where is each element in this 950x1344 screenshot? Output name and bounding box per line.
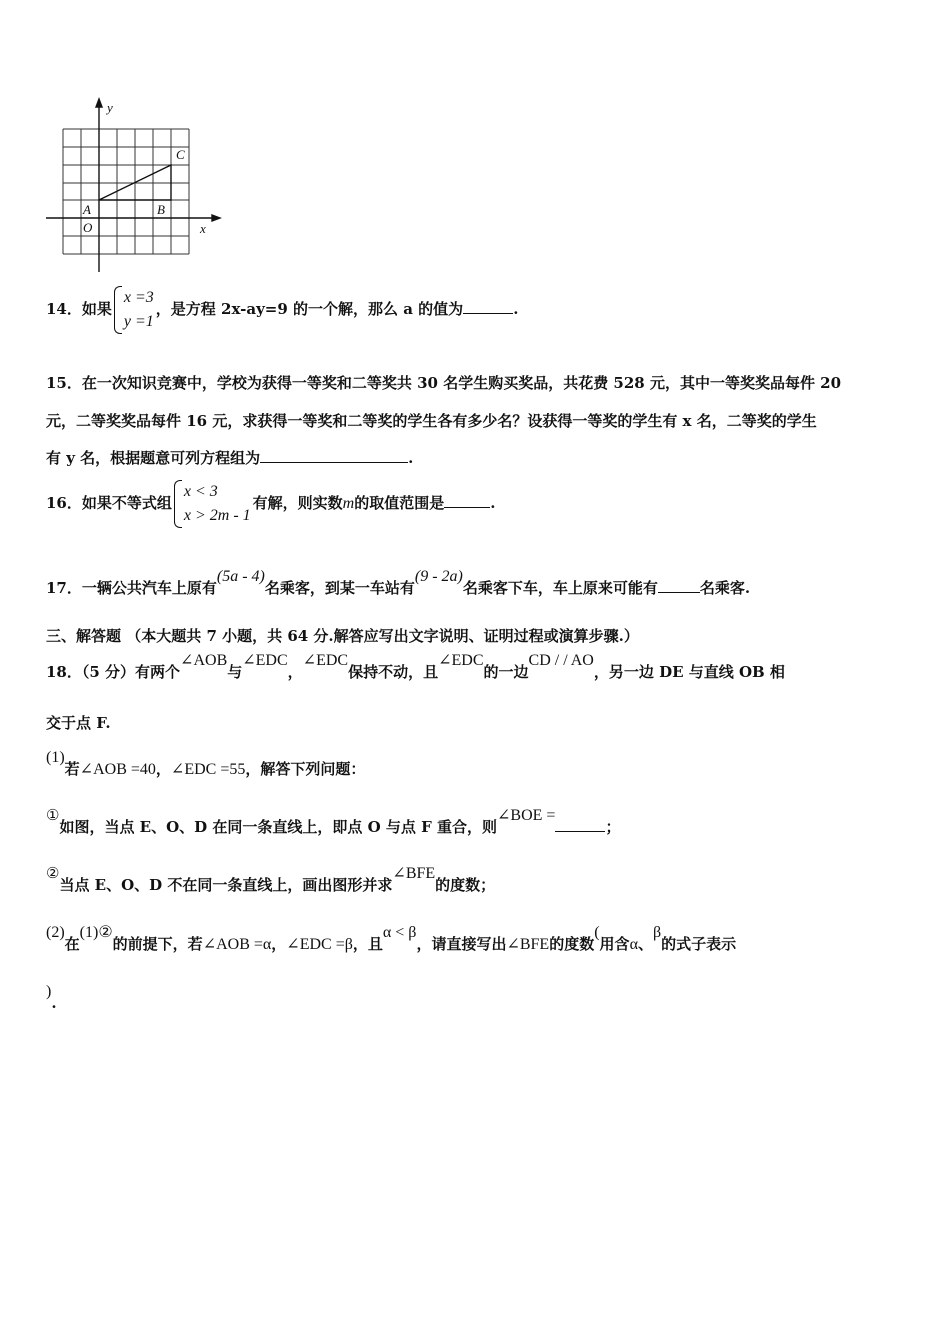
answer-blank[interactable]: [260, 448, 408, 463]
y-axis-arrow: [96, 99, 102, 107]
answer-blank[interactable]: [444, 493, 490, 508]
question-18-part-2: (2)在(1)②的前提下，若∠AOB =α，∠EDC =β，且α < β，请直接写出∠BFE的度数(用含α、β的式子表示: [46, 924, 737, 953]
question-17: 17．一辆公共汽车上原有(5a - 4)名乘客，到某一车站有(9 - 2a)名乘客下车，车上原来可能有 名乘客.: [46, 568, 751, 597]
question-15-line-2: 元，二等奖奖品每件 16 元，求获得一等奖和二等奖的学生各有多少名？设获得一等奖的学生有 x 名，二等奖的学生: [46, 412, 817, 430]
system-inequality-2: x > 2m - 1: [183, 507, 251, 524]
point-b-label: B: [157, 202, 165, 217]
expression-5a-4: (5a - 4): [216, 568, 265, 585]
question-15-line-3: 有 y 名，根据题意可列方程组为 .: [46, 449, 414, 467]
coordinate-grid-figure: [40, 96, 230, 272]
equation-system: [114, 286, 154, 334]
system-inequality-1: x < 3: [183, 483, 218, 500]
expression-9-2a: (9 - 2a): [414, 568, 463, 585]
question-15-line-1: 15．在一次知识竞赛中，学校为获得一等奖和二等奖共 30 名学生购买奖品，共花费 528 元，其中一等奖奖品每件 20: [46, 374, 842, 392]
origin-label: O: [83, 220, 93, 235]
grid-lines: [63, 129, 189, 254]
answer-blank[interactable]: [463, 299, 513, 314]
question-18-part-2-end: ).: [46, 983, 57, 1012]
inequality-system: [174, 480, 251, 528]
point-a-label: A: [83, 202, 91, 217]
answer-blank[interactable]: [658, 578, 700, 593]
section-3-heading: 三、解答题 （本大题共 7 小题，共 64 分.解答应写出文字说明、证明过程或演算步骤.）: [46, 627, 639, 645]
question-18-part-1: (1)若∠AOB =40，∠EDC =55，解答下列问题：: [46, 749, 366, 778]
x-axis-arrow: [212, 215, 220, 221]
y-axis-label: y: [107, 100, 113, 115]
system-equation-1: x =3: [123, 289, 154, 306]
axes: [46, 99, 220, 272]
answer-blank[interactable]: [555, 817, 605, 832]
x-axis-label: x: [200, 221, 206, 236]
system-equation-2: y =1: [123, 313, 154, 330]
question-16: 16．如果不等式组 x < 3 x > 2m - 1 有解，则实数m的取值范围是 .: [46, 480, 495, 528]
question-18-subpart-2: ②当点 E、O、D 不在同一条直线上，画出图形并求∠BFE的度数；: [46, 864, 496, 894]
question-18-subpart-1: ①如图，当点 E、O、D 在同一条直线上，即点 O 与点 F 重合，则∠BOE =；: [46, 806, 621, 836]
question-18: 18．（5 分）有两个∠AOB与∠EDC，∠EDC保持不动，且∠EDC的一边CD / / AO，另一边 DE 与直线 OB 相: [46, 652, 785, 681]
question-14: 14．如果 x =3 y =1 ，是方程 2x-ay=9 的一个解，那么 a 的值为 .: [46, 286, 518, 334]
point-c-label: C: [176, 147, 185, 162]
question-18-line-2: 交于点 F.: [46, 714, 111, 732]
